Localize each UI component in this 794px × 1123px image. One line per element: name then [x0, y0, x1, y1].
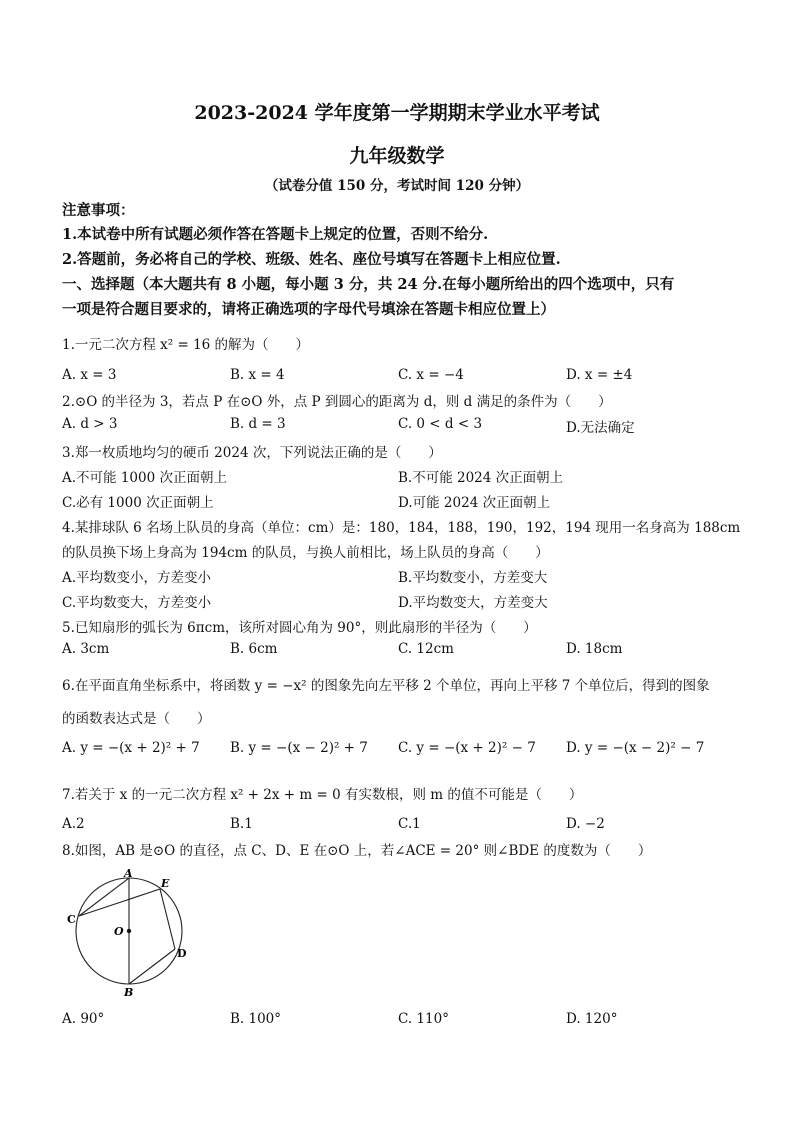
- question-8-option-b: B. 100°: [230, 1011, 282, 1027]
- question-5-option-c: C. 12cm: [398, 641, 454, 657]
- question-6-option-d: D. y = −(x − 2)² − 7: [566, 740, 705, 756]
- question-6-option-b: B. y = −(x − 2)² + 7: [230, 740, 368, 756]
- question-6-stem-line1: 6.在平面直角坐标系中，将函数 y = −x² 的图象先向左平移 2 个单位，再向上平移 7 个单位后，得到的图象: [62, 678, 710, 694]
- chord-ce: [79, 889, 160, 916]
- question-7-option-d: D. −2: [566, 816, 605, 832]
- question-4-option-d: D.平均数变大，方差变大: [398, 595, 548, 611]
- question-8-option-a: A. 90°: [62, 1011, 105, 1027]
- exam-info: （试卷分值 150 分，考试时间 120 分钟）: [264, 178, 530, 194]
- label-d: D: [177, 947, 187, 960]
- question-5-stem: 5.已知扇形的弧长为 6πcm，该所对圆心角为 90°，则此扇形的半径为（ ）: [62, 620, 537, 636]
- circle-figure: [62, 868, 202, 998]
- notes-heading: 注意事项：: [62, 202, 135, 219]
- center-point: [127, 929, 131, 933]
- question-1-stem: 1.一元二次方程 x² = 16 的解为（ ）: [62, 337, 310, 353]
- question-2-option-b: B. d = 3: [230, 416, 286, 432]
- question-5-option-d: D. 18cm: [566, 641, 623, 657]
- question-7-option-b: B.1: [230, 816, 253, 832]
- question-2-option-c: C. 0 < d < 3: [398, 416, 483, 432]
- question-5-option-a: A. 3cm: [62, 641, 110, 657]
- question-4-option-c: C.平均数变大，方差变小: [62, 595, 212, 611]
- question-1-option-d: D. x = ±4: [566, 367, 633, 383]
- question-1-option-b: B. x = 4: [230, 367, 285, 383]
- question-7-stem: 7.若关于 x 的一元二次方程 x² + 2x + m = 0 有实数根，则 m 的值不可能是（ ）: [62, 787, 583, 803]
- question-2-stem: 2.⊙O 的半径为 3，若点 P 在⊙O 外，点 P 到圆心的距离为 d，则 d 满足的条件为（ ）: [62, 394, 612, 410]
- exam-title: 2023-2024 学年度第一学期期末学业水平考试: [194, 102, 600, 124]
- question-4-option-b: B.平均数变小，方差变大: [398, 570, 548, 586]
- circle-diagram: [62, 868, 202, 998]
- subject-title: 九年级数学: [349, 145, 445, 167]
- question-3-option-a: A.不可能 1000 次正面朝上: [62, 470, 227, 486]
- question-4-stem-line2: 的队员换下场上身高为 194cm 的队员，与换人前相比，场上队员的身高（ ）: [62, 545, 549, 561]
- question-8-stem: 8.如图，AB 是⊙O 的直径，点 C、D、E 在⊙O 上，若∠ACE = 20° 则∠BDE 的度数为（ ）: [62, 843, 652, 859]
- question-7-option-c: C.1: [398, 816, 421, 832]
- section-heading-line2: 一项是符合题目要求的，请将正确选项的字母代号填涂在答题卡相应位置上）: [62, 301, 555, 318]
- note-item-1: 1.本试卷中所有试题必须作答在答题卡上规定的位置，否则不给分.: [62, 226, 489, 243]
- question-8-option-d: D. 120°: [566, 1011, 618, 1027]
- question-7-option-a: A.2: [62, 816, 85, 832]
- question-2-option-a: A. d > 3: [62, 416, 118, 432]
- chord-ed: [160, 889, 175, 949]
- label-c: C: [67, 913, 76, 926]
- label-e: E: [161, 877, 170, 890]
- question-1-option-c: C. x = −4: [398, 367, 464, 383]
- question-4-option-a: A.平均数变小，方差变小: [62, 570, 212, 586]
- question-8-option-c: C. 110°: [398, 1011, 449, 1027]
- label-a: A: [124, 868, 133, 880]
- question-3-option-c: C.必有 1000 次正面朝上: [62, 495, 214, 511]
- question-3-stem: 3.郑一枚质地均匀的硬币 2024 次，下列说法正确的是（ ）: [62, 445, 442, 461]
- label-o: O: [114, 925, 124, 938]
- question-2-option-d: D.无法确定: [566, 420, 635, 436]
- question-1-option-a: A. x = 3: [62, 367, 117, 383]
- question-6-option-a: A. y = −(x + 2)² + 7: [62, 740, 200, 756]
- question-6-option-c: C. y = −(x + 2)² − 7: [398, 740, 536, 756]
- note-item-2: 2.答题前，务必将自己的学校、班级、姓名、座位号填写在答题卡上相应位置.: [62, 251, 561, 268]
- section-heading-line1: 一、选择题（本大题共有 8 小题，每小题 3 分，共 24 分.在每小题所给出的四个选项中，只有: [62, 276, 675, 293]
- label-b: B: [124, 986, 134, 998]
- question-5-option-b: B. 6cm: [230, 641, 278, 657]
- question-3-option-b: B.不可能 2024 次正面朝上: [398, 470, 564, 486]
- question-3-option-d: D.可能 2024 次正面朝上: [398, 495, 551, 511]
- question-6-stem-line2: 的函数表达式是（ ）: [62, 711, 211, 727]
- question-4-stem-line1: 4.某排球队 6 名场上队员的身高（单位：cm）是：180，184，188，190，192，194 现用一名身高为 188cm: [62, 520, 741, 536]
